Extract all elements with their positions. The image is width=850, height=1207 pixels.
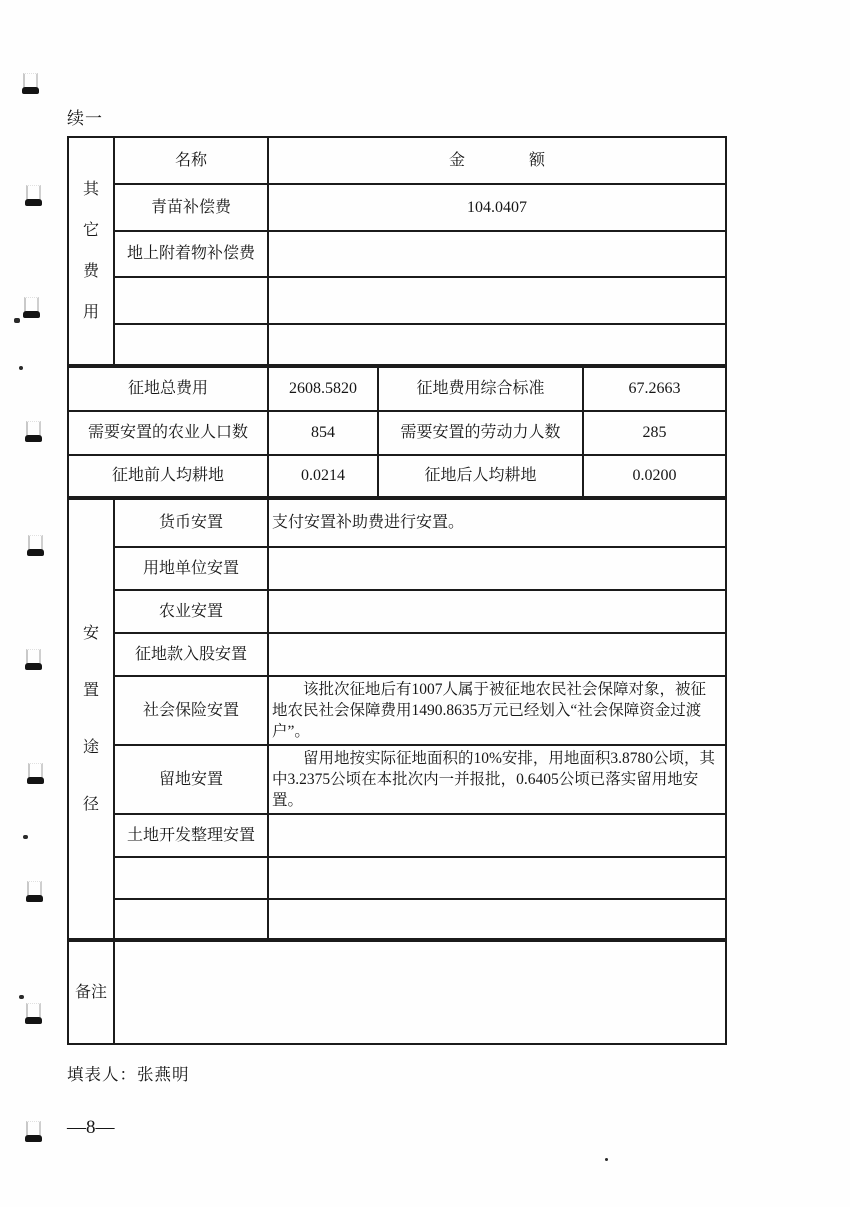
summary-label-cell: 需要安置的劳动力人数 (378, 411, 583, 455)
method-name-cell (114, 899, 268, 939)
header-amount-cell: 金 额 (268, 137, 726, 184)
page-number: —8— (67, 1117, 115, 1138)
binder-hole-mark (26, 1121, 41, 1142)
method-name-cell: 留地安置 (114, 745, 268, 814)
method-content-cell (268, 590, 726, 633)
method-content-cell (268, 857, 726, 899)
table-row (68, 231, 726, 277)
method-name-cell: 社会保险安置 (114, 676, 268, 745)
summary-label-cell: 征地总费用 (68, 367, 268, 411)
summary-value-cell: 0.0200 (583, 455, 726, 497)
table-row (68, 857, 726, 899)
table-row (68, 499, 726, 547)
stub-char: 置 (82, 681, 99, 699)
summary-label-cell: 征地费用综合标准 (378, 367, 583, 411)
fee-amount-cell (268, 231, 726, 277)
method-name-cell: 农业安置 (114, 590, 268, 633)
table-row (68, 547, 726, 590)
summary-value-cell: 854 (268, 411, 378, 455)
table-row (68, 455, 726, 497)
fee-amount-cell (268, 277, 726, 324)
land-acquisition-table (67, 136, 727, 1045)
scan-speck (23, 835, 28, 839)
table-row (68, 137, 726, 184)
table-row (68, 324, 726, 365)
binder-hole-mark (26, 649, 41, 670)
method-content-cell (268, 633, 726, 676)
summary-section (67, 366, 727, 498)
binder-hole-mark (26, 421, 41, 442)
method-name-cell: 用地单位安置 (114, 547, 268, 590)
method-content-cell: 留用地按实际征地面积的10%安排，用地面积3.8780公顷，其中3.2375公顷在本批次内一并报批，0.6405公顷已落实留用地安置。 (268, 745, 726, 814)
stub-char: 径 (82, 795, 99, 813)
vertical-label (69, 182, 113, 321)
resettlement-stub (68, 499, 114, 939)
binder-hole-mark (24, 297, 39, 318)
other-fees-stub (68, 137, 114, 365)
binder-hole-mark (26, 185, 41, 206)
table-row (68, 367, 726, 411)
binder-hole-mark (23, 73, 38, 94)
stub-char: 费 (82, 262, 99, 280)
binder-hole-mark (26, 1003, 41, 1024)
fee-amount-cell: 104.0407 (268, 184, 726, 231)
scan-speck (19, 366, 23, 370)
method-content-cell: 支付安置补助费进行安置。 (268, 499, 726, 547)
stub-char: 用 (82, 303, 99, 321)
continuation-label: 续一 (67, 109, 103, 128)
method-content-cell: 该批次征地后有1007人属于被征地农民社会保障对象，被征地农民社会保障费用1490.8635万元已经划入“社会保障资金过渡户”。 (268, 676, 726, 745)
table-row (68, 411, 726, 455)
remarks-section (67, 940, 727, 1045)
table-row (68, 745, 726, 814)
summary-label-cell: 需要安置的农业人口数 (68, 411, 268, 455)
fee-name-cell: 青苗补偿费 (114, 184, 268, 231)
form-content (67, 104, 727, 1139)
scan-speck (605, 1158, 608, 1161)
stub-char: 其 (82, 180, 99, 198)
method-name-cell: 土地开发整理安置 (114, 814, 268, 857)
table-row (68, 814, 726, 857)
preparer-line: 填表人：张燕明 (67, 1065, 190, 1084)
stub-char: 途 (82, 738, 99, 756)
table-row (68, 899, 726, 939)
remarks-content-cell (114, 941, 726, 1044)
fee-name-cell (114, 277, 268, 324)
summary-label-cell: 征地后人均耕地 (378, 455, 583, 497)
summary-value-cell: 67.2663 (583, 367, 726, 411)
table-row (68, 941, 726, 1044)
table-row (68, 676, 726, 745)
method-name-cell (114, 857, 268, 899)
method-content-cell (268, 814, 726, 857)
table-row (68, 590, 726, 633)
table-row (68, 277, 726, 324)
binder-hole-mark (28, 535, 43, 556)
other-fees-section (67, 136, 727, 366)
table-row (68, 633, 726, 676)
binder-hole-mark (28, 763, 43, 784)
method-name-cell: 货币安置 (114, 499, 268, 547)
summary-value-cell: 0.0214 (268, 455, 378, 497)
method-content-cell (268, 547, 726, 590)
resettlement-section (67, 498, 727, 940)
stub-char: 安 (82, 624, 99, 642)
table-row (68, 184, 726, 231)
scan-speck (14, 318, 20, 323)
fee-name-cell: 地上附着物补偿费 (114, 231, 268, 277)
fee-name-cell (114, 324, 268, 365)
scan-speck (19, 995, 24, 999)
method-content-cell (268, 899, 726, 939)
remarks-label-cell: 备注 (68, 941, 114, 1044)
summary-value-cell: 285 (583, 411, 726, 455)
binder-hole-mark (27, 881, 42, 902)
method-name-cell: 征地款入股安置 (114, 633, 268, 676)
summary-value-cell: 2608.5820 (268, 367, 378, 411)
stub-char: 它 (82, 221, 99, 239)
summary-label-cell: 征地前人均耕地 (68, 455, 268, 497)
header-name-cell: 名称 (114, 137, 268, 184)
fee-amount-cell (268, 324, 726, 365)
vertical-label (69, 626, 113, 813)
